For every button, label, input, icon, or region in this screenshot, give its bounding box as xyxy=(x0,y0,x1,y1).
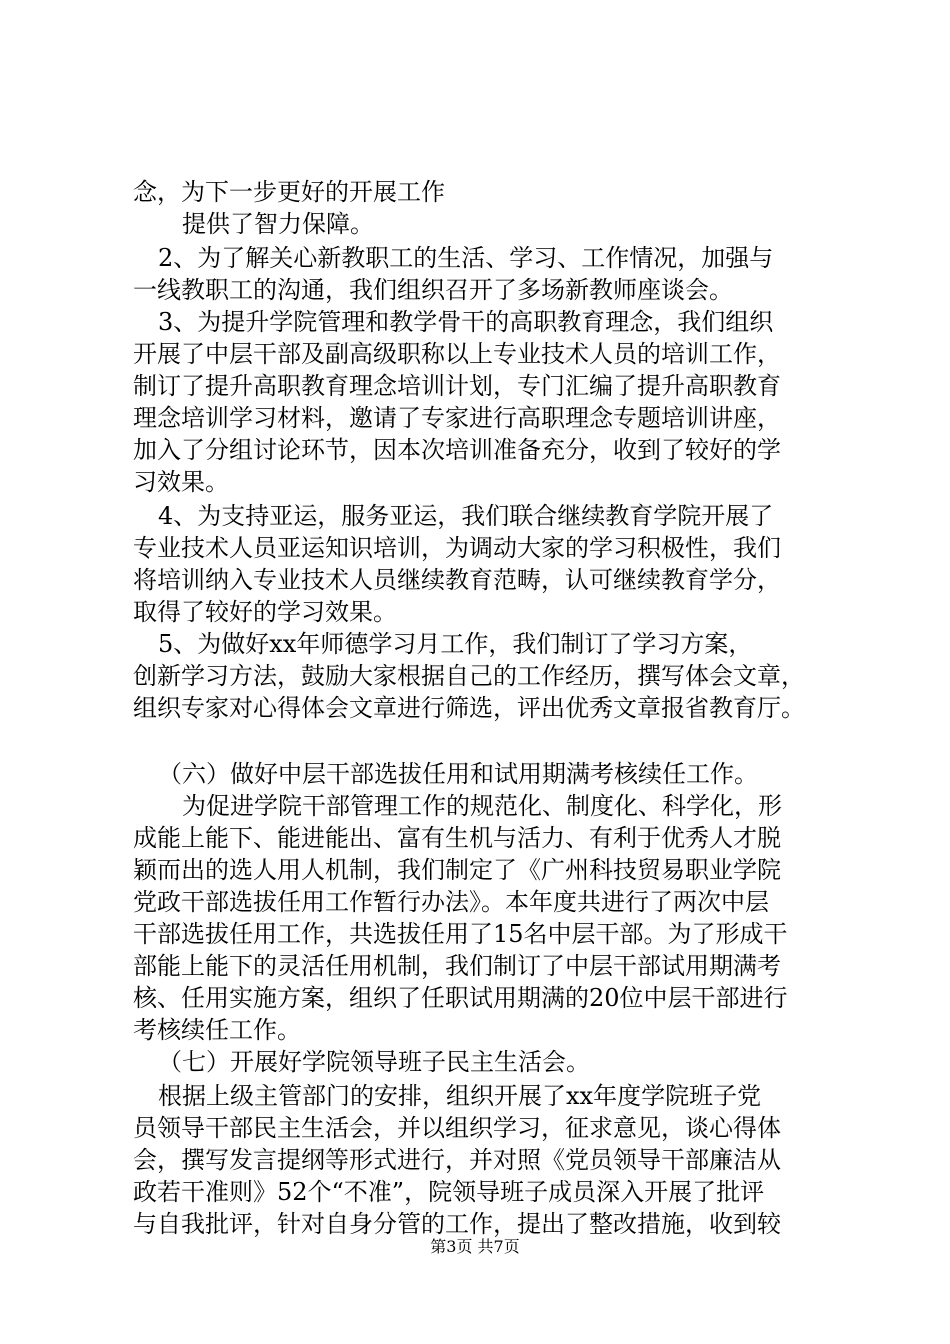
text-line: 2、为了解关心新教职工的生活、学习、工作情况，加强与 xyxy=(158,244,774,272)
text-line: 一线教职工的沟通，我们组织召开了多场新教师座谈会。 xyxy=(133,276,733,304)
text-line: 开展了中层干部及副高级职称以上专业技术人员的培训工作， xyxy=(133,340,781,368)
text-line: 员领导干部民主生活会，并以组织学习，征求意见，谈心得体 xyxy=(133,1114,781,1142)
text-line: 成能上能下、能进能出、富有生机与活力、有利于优秀人才脱 xyxy=(133,824,781,852)
text-line: 将培训纳入专业技术人员继续教育范畴，认可继续教育学分， xyxy=(133,566,781,594)
text-line: 提供了智力保障。 xyxy=(182,210,374,238)
text-line: 念，为下一步更好的开展工作 xyxy=(133,178,445,206)
text-line: 5、为做好xx年师德学习月工作，我们制订了学习方案， xyxy=(158,630,753,658)
text-line: 颖而出的选人用人机制，我们制定了《广州科技贸易职业学院 xyxy=(133,856,781,884)
text-line: 党政干部选拔任用工作暂行办法》。本年度共进行了两次中层 xyxy=(133,888,769,916)
text-line: 加入了分组讨论环节，因本次培训准备充分，收到了较好的学 xyxy=(133,436,781,464)
text-line: 理念培训学习材料，邀请了专家进行高职理念专题培训讲座， xyxy=(133,404,781,432)
text-line: 政若干准则》52个“不准”，院领导班子成员深入开展了批评 xyxy=(133,1178,765,1206)
text-line: 部能上能下的灵活任用机制，我们制订了中层干部试用期满考 xyxy=(133,952,781,980)
text-line: 根据上级主管部门的安排，组织开展了xx年度学院班子党 xyxy=(158,1082,762,1110)
text-line: 制订了提升高职教育理念培训计划，专门汇编了提升高职教育 xyxy=(133,372,781,400)
text-line: 考核续任工作。 xyxy=(133,1016,301,1044)
text-line: 习效果。 xyxy=(133,468,229,496)
text-line: 与自我批评，针对自身分管的工作，提出了整改措施，收到较 xyxy=(133,1210,781,1238)
text-line: 4、为支持亚运，服务亚运，我们联合继续教育学院开展了 xyxy=(158,502,774,530)
section-heading-seven: （七）开展好学院领导班子民主生活会。 xyxy=(158,1048,590,1076)
text-line: 专业技术人员亚运知识培训，为调动大家的学习积极性，我们 xyxy=(133,534,781,562)
text-line: 为促进学院干部管理工作的规范化、制度化、科学化，形 xyxy=(182,792,782,820)
text-line: 取得了较好的学习效果。 xyxy=(133,598,397,626)
text-line: 组织专家对心得体会文章进行筛选，评出优秀文章报省教育厅。 xyxy=(133,694,805,722)
text-line: 3、为提升学院管理和教学骨干的高职教育理念，我们组织 xyxy=(158,308,774,336)
text-line: 核、任用实施方案，组织了任职试用期满的20位中层干部进行 xyxy=(133,984,788,1012)
text-line: 创新学习方法，鼓励大家根据自己的工作经历，撰写体会文章， xyxy=(133,662,805,690)
text-line: 会，撰写发言提纲等形式进行，并对照《党员领导干部廉洁从 xyxy=(133,1146,781,1174)
page-footer: 第3页 共7页 xyxy=(430,1237,520,1256)
section-heading-six: （六）做好中层干部选拔任用和试用期满考核续任工作。 xyxy=(158,760,758,788)
text-line: 干部选拔任用工作，共选拔任用了15名中层干部。为了形成干 xyxy=(133,920,788,948)
